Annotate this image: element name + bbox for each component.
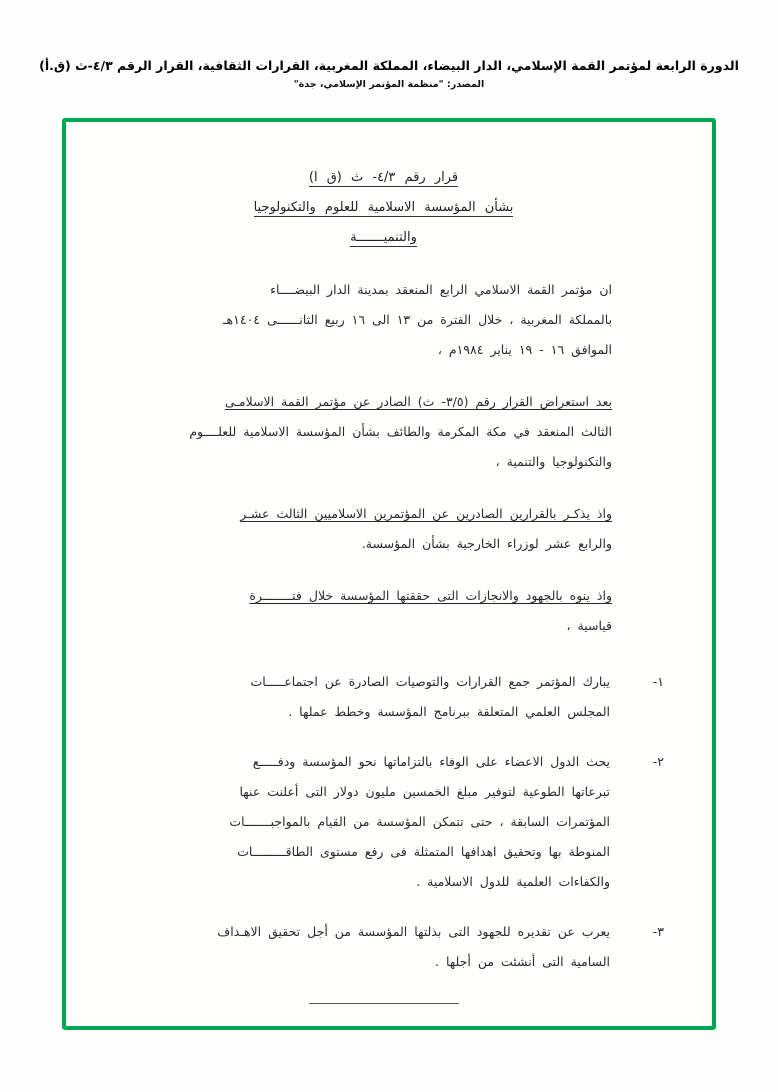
item-3-body xyxy=(103,917,618,977)
item-3-number: ٣- xyxy=(652,924,664,939)
numbered-items xyxy=(103,667,664,977)
subject-line-1 xyxy=(103,193,664,223)
resolution-number xyxy=(103,163,664,193)
clause-2 xyxy=(103,499,664,559)
list-item xyxy=(103,747,664,897)
clause-3-line-1: واذ ينوه بالجهود والانجازات التى حققتها المؤسسة خلال فتــــــــرة xyxy=(249,588,612,603)
item-1-line-2: المجلس العلمي المتعلقة ببرنامج المؤسسة وخطط عملها . xyxy=(288,704,610,719)
item-1-body xyxy=(103,667,618,727)
page-header xyxy=(0,58,778,90)
item-3-line-1: يعرب عن تقديره للجهود التى بذلتها المؤسسة من أجل تحقيق الاهـداف xyxy=(217,924,610,939)
resolution-number-text: قرار رقم ٤/٣- ث (ق ا) xyxy=(308,170,459,185)
subject-line-2 xyxy=(103,223,664,253)
closing-rule xyxy=(309,1003,459,1004)
title-block xyxy=(103,163,664,253)
clause-1-line-3: والتكنولوجيا والتنمية ، xyxy=(495,454,612,469)
item-1-line-1: يبارك المؤتمر جمع القرارات والتوصيات الصادرة عن اجتماعـــــات xyxy=(250,674,610,689)
preamble-line-3: الموافق ١٦ - ١٩ يناير ١٩٨٤م ، xyxy=(437,342,612,357)
item-2-line-5: والكفاءات العلمية للدول الاسلامية . xyxy=(416,874,610,889)
subject-line-1-text: بشأن المؤسسة الاسلامية للعلوم والتكنولوجيا xyxy=(253,200,514,215)
item-2-line-4: المنوطة بها وتحقيق اهدافها المتمثلة فى رفع مستوى الطاقـــــــــات xyxy=(237,844,610,859)
clause-1-line-1: بعد استعراض القرار رقم (٣/٥- ث) الصادر عن مؤتمر القمة الاسلامـى xyxy=(224,394,612,409)
item-2-number: ٢- xyxy=(652,754,664,769)
item-2-body xyxy=(103,747,618,897)
item-3-line-2: السامية التى أنشئت من أجلها . xyxy=(435,954,610,969)
preamble-paragraph xyxy=(103,275,664,365)
clause-3-line-2: قياسية ، xyxy=(566,618,612,633)
preamble-line-1: ان مؤتمر القمة الاسلامي الرابع المنعقد بمدينة الدار البيضــــاء xyxy=(270,282,612,297)
green-frame xyxy=(62,118,716,1030)
subject-line-2-text: والتنميـــــــة xyxy=(350,230,417,245)
clause-3 xyxy=(103,581,664,641)
list-item xyxy=(103,667,664,727)
clause-2-line-2: والرابع عشر لوزراء الخارجية بشأن المؤسسة. xyxy=(361,536,612,551)
clause-1 xyxy=(103,387,664,477)
item-2-line-2: تبرعاتها الطوعية لتوفير مبلغ الخمسين مليون دولار التى أعلنت عنها xyxy=(239,784,610,799)
preamble-line-2: بالمملكة المغربية ، خلال الفترة من ١٣ الى ١٦ ربيع الثانــــــى ١٤٠٤هـ xyxy=(222,312,612,327)
list-item xyxy=(103,917,664,977)
scanned-paper xyxy=(69,125,698,1023)
document-body xyxy=(103,151,664,1013)
clause-2-line-1: واذ يذكـر بالقرارين الصادرين عن المؤتمرين الاسلاميين الثالث عشـر xyxy=(240,506,612,521)
item-1-number: ١- xyxy=(652,674,664,689)
item-2-line-1: يحث الدول الاعضاء على الوفاء بالتزاماتها نحو المؤسسة ودفـــــع xyxy=(252,754,610,769)
header-source: المصدر: "منظمة المؤتمر الإسلامي، جدة" xyxy=(293,79,485,91)
item-2-line-3: المؤتمرات السابقة ، حتى تتمكن المؤسسة من القيام بالمواجبـــــــات xyxy=(229,814,610,829)
header-title: الدورة الرابعة لمؤتمر القمة الإسلامي، الدار البيضاء، المملكة المغربية، القرارات الثقافية، القرار الرقم ٤/٣-ث (ق.أ) xyxy=(39,58,739,73)
clause-1-line-2: الثالث المنعقد في مكة المكرمة والطائف بشأن المؤسسة الاسلامية للعلــــوم xyxy=(189,424,612,439)
